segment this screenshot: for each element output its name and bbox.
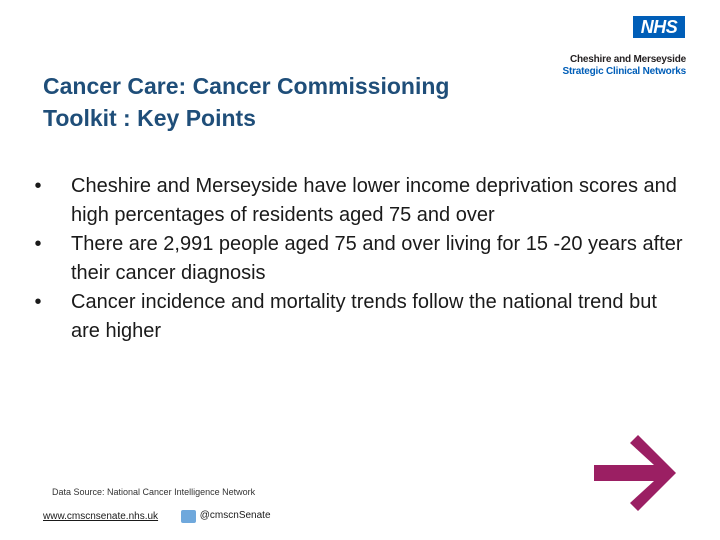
organisation-name: [562, 54, 686, 78]
key-points-list: [30, 172, 690, 346]
organisation-name-line2: Strategic Clinical Networks: [562, 66, 686, 77]
key-point-text: Cheshire and Merseyside have lower income deprivation scores and high percentages of residents aged 75 and over: [71, 175, 677, 226]
data-source: Data Source: National Cancer Intelligence Network: [52, 487, 256, 497]
bullet-icon: •: [34, 291, 42, 313]
twitter-handle-text: @cmscnSenate: [199, 510, 271, 521]
website-link[interactable]: www.cmscnsenate.nhs.uk: [43, 511, 159, 522]
organisation-name-line1: Cheshire and Merseyside: [569, 54, 686, 65]
slide-title-line1: Cancer Care: Cancer Commissioning: [43, 73, 450, 99]
bullet-icon: •: [34, 175, 42, 197]
twitter-handle[interactable]: [181, 509, 271, 523]
nhs-logo: NHS: [633, 16, 685, 38]
bullet-icon: •: [34, 233, 42, 255]
twitter-bird-icon: [181, 510, 196, 523]
slide-title-line2: Toolkit : Key Points: [43, 105, 256, 131]
key-point-text: Cancer incidence and mortality trends follow the national trend but are higher: [71, 291, 657, 342]
key-point: [30, 230, 690, 288]
arrow-right-icon[interactable]: [590, 432, 690, 514]
key-point: [30, 172, 690, 230]
slide-title: [43, 70, 563, 134]
key-point: [30, 288, 690, 346]
key-point-text: There are 2,991 people aged 75 and over living for 15 -20 years after their cancer diagnosis: [71, 233, 683, 284]
